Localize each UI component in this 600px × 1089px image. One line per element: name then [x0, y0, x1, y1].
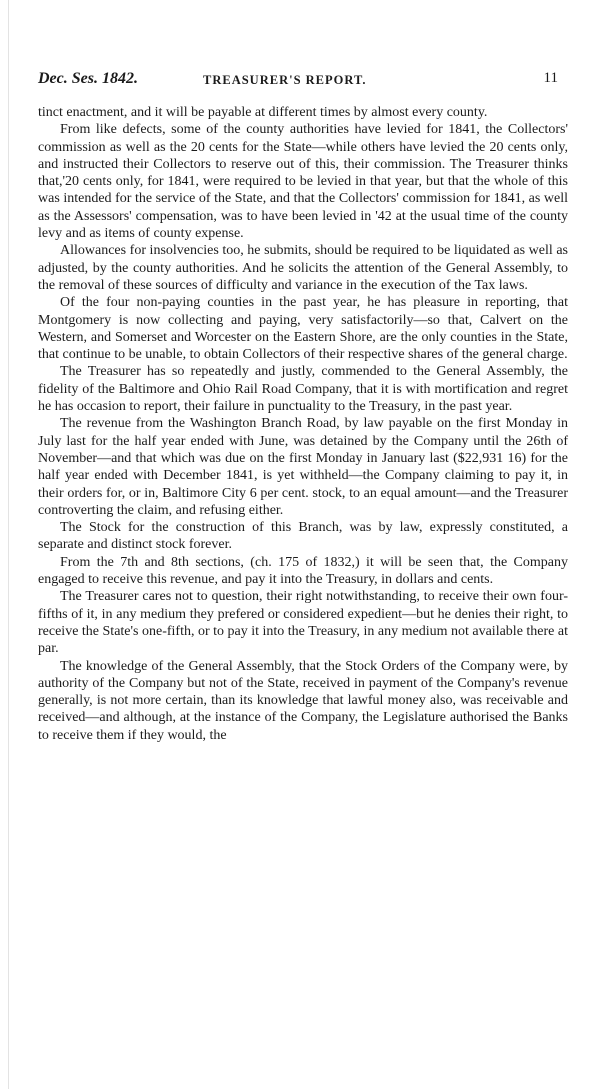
paragraph: From like defects, some of the county authorities have levied for 1841, the Collectors' commission as well as the 20 cents for the State—while others have levied the 20 cents only, and instructed their Collectors to reserve out of this, their commission. The Treasurer thinks that,'20 cents only, for 1841, were required to be levied in that year, but that the whole of this was intended for the service of the State, and that the Collectors' commission for 1841, as well as the Assessors' compensation, was to have been levied in '42 at the usual time of the county levy and as items of county expense. — [38, 122, 568, 242]
paragraph: The Treasurer has so repeatedly and justly, commended to the General Assembly, the fidelity of the Baltimore and Ohio Rail Road Company, that it is with mortification and regret he has occasion to report, their failure in punctuality to the Treasury, in the past year. — [38, 364, 568, 415]
session-date: Dec. Ses. 1842. — [38, 70, 138, 87]
paragraph: The revenue from the Washington Branch Road, by law payable on the first Monday in July last for the half year ended with June, was detained by the Company until the 26th of November—and that which was due on the first Monday in January last ($22,931 16) for the half year ended with December 1841, is yet withheld—the Company claiming to pay it, in their orders for, or in, Baltimore City 6 per cent. stock, to an equal amount—and the Treasurer controverting the claim, and refusing either. — [38, 416, 568, 518]
paragraph: tinct enactment, and it will be payable at different times by almost every county. — [38, 105, 488, 120]
paragraph: The Treasurer cares not to question, their right notwithstanding, to receive their own four-fifths of it, in any medium they prefered or considered expedient—but he denies their right, to receive the State's one-fifth, or to pay it into the Treasury, in any medium not available there at par. — [38, 589, 568, 657]
running-title: TREASURER'S REPORT. — [203, 73, 367, 87]
paragraph: The knowledge of the General Assembly, that the Stock Orders of the Company were, by authority of the Company but not of the State, received in payment of the Company's revenue generally, is not more certain, than its knowledge that lawful money also, was receivable and received—and although, at the instance of the Company, the Legislature authorised the Banks to receive them if they would, the — [38, 658, 568, 743]
paragraph: Allowances for insolvencies too, he submits, should be required to be liquidated as well as adjusted, by the county authorities. And he solicits the attention of the General Assembly, to the removal of these sources of difficulty and variance in the execution of the Tax laws. — [38, 243, 568, 293]
report-body — [38, 104, 568, 744]
paragraph: From the 7th and 8th sections, (ch. 175 of 1832,) it will be seen that, the Company engaged to receive this revenue, and pay it into the Treasury, in dollars and cents. — [38, 554, 568, 588]
page-header — [38, 70, 558, 94]
page-edge — [8, 0, 9, 1089]
paragraph: Of the four non-paying counties in the past year, he has pleasure in reporting, that Montgomery is now collecting and paying, very satisfactorily—so that, Calvert on the Western, and Somerset and Worcester on the Eastern Shore, are the only counties in the State, that continue to be unable, to obtain Collectors of their respective shares of the general charge. — [38, 295, 568, 363]
page-number: 11 — [543, 70, 558, 86]
paragraph: The Stock for the construction of this Branch, was by law, expressly constituted, a separate and distinct stock forever. — [38, 520, 568, 553]
